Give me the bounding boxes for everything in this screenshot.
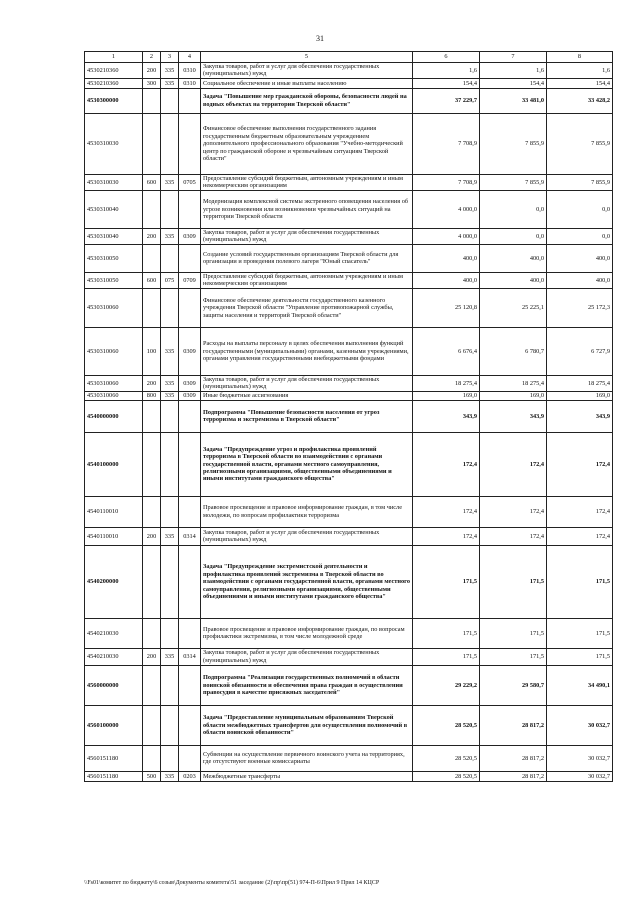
code-cell: 4540110010	[85, 496, 143, 527]
value-year2-cell: 0,0	[480, 228, 547, 244]
description-cell: Иные бюджетные ассигнования	[201, 391, 413, 400]
value-year3-cell: 171,5	[547, 545, 613, 618]
admin-code-cell: 335	[161, 228, 179, 244]
value-year3-cell: 0,0	[547, 190, 613, 228]
expense-type-cell	[143, 400, 161, 432]
footer-path: \\Fs01\комитет по бюджету\6 созыв\Документы комитета\51 заседание (2)\пр\пр(51) 974-П-6\Прил 9 Прил 14 КЦСР	[84, 880, 380, 886]
section-cell: 0309	[179, 375, 201, 391]
value-year2-cell: 0,0	[480, 190, 547, 228]
section-cell	[179, 496, 201, 527]
table-row	[85, 272, 613, 288]
expense-type-cell: 100	[143, 327, 161, 375]
section-cell: 0309	[179, 327, 201, 375]
value-year3-cell: 25 172,3	[547, 288, 613, 327]
value-year3-cell: 0,0	[547, 228, 613, 244]
header-cell-6: 6	[413, 52, 480, 63]
value-year1-cell: 171,5	[413, 545, 480, 618]
description-cell: Финансовое обеспечение выполнения государственного задания государственным бюджетным образовательным учреждением дополнительного профессионального образования "Учебно-методический центр по гражданской обороне и чрезвычайным ситуациям Тверской области"	[201, 113, 413, 174]
description-cell: Закупка товаров, работ и услуг для обеспечения государственных (муниципальных) нужд	[201, 527, 413, 545]
code-cell: 4530210360	[85, 78, 143, 88]
table-row	[85, 88, 613, 113]
value-year3-cell: 154,4	[547, 78, 613, 88]
value-year2-cell: 172,4	[480, 496, 547, 527]
section-cell: 0314	[179, 527, 201, 545]
description-cell: Закупка товаров, работ и услуг для обеспечения государственных (муниципальных) нужд	[201, 375, 413, 391]
admin-code-cell	[161, 618, 179, 648]
value-year1-cell: 4 000,0	[413, 190, 480, 228]
section-cell	[179, 288, 201, 327]
admin-code-cell: 335	[161, 648, 179, 665]
admin-code-cell	[161, 745, 179, 771]
value-year3-cell: 169,0	[547, 391, 613, 400]
admin-code-cell: 335	[161, 391, 179, 400]
value-year2-cell: 28 817,2	[480, 745, 547, 771]
value-year2-cell: 1,6	[480, 63, 547, 79]
value-year2-cell: 400,0	[480, 244, 547, 272]
table-row	[85, 78, 613, 88]
section-cell: 0309	[179, 391, 201, 400]
table-row	[85, 288, 613, 327]
value-year1-cell: 171,5	[413, 618, 480, 648]
value-year2-cell: 172,4	[480, 432, 547, 496]
code-cell: 4540000000	[85, 400, 143, 432]
value-year3-cell: 33 428,2	[547, 88, 613, 113]
table-row	[85, 705, 613, 745]
description-cell: Субвенции на осуществление первичного воинского учета на территориях, где отсутствуют военные комиссариаты	[201, 745, 413, 771]
code-cell: 4530310050	[85, 272, 143, 288]
code-cell: 4530310040	[85, 228, 143, 244]
value-year2-cell: 7 855,9	[480, 113, 547, 174]
expense-type-cell: 200	[143, 228, 161, 244]
value-year1-cell: 25 120,8	[413, 288, 480, 327]
value-year2-cell: 343,9	[480, 400, 547, 432]
budget-table	[84, 51, 613, 782]
expense-type-cell: 200	[143, 648, 161, 665]
value-year2-cell: 171,5	[480, 648, 547, 665]
expense-type-cell: 600	[143, 174, 161, 190]
admin-code-cell: 335	[161, 771, 179, 781]
value-year2-cell: 171,5	[480, 618, 547, 648]
admin-code-cell: 335	[161, 375, 179, 391]
section-cell	[179, 400, 201, 432]
value-year1-cell: 171,5	[413, 648, 480, 665]
value-year2-cell: 25 225,1	[480, 288, 547, 327]
admin-code-cell	[161, 496, 179, 527]
value-year2-cell: 169,0	[480, 391, 547, 400]
admin-code-cell	[161, 665, 179, 705]
code-cell: 4530310050	[85, 244, 143, 272]
value-year2-cell: 400,0	[480, 272, 547, 288]
expense-type-cell: 200	[143, 63, 161, 79]
section-cell	[179, 618, 201, 648]
value-year3-cell: 30 032,7	[547, 705, 613, 745]
admin-code-cell: 335	[161, 63, 179, 79]
value-year3-cell: 400,0	[547, 272, 613, 288]
table-row	[85, 771, 613, 781]
value-year2-cell: 28 817,2	[480, 771, 547, 781]
value-year1-cell: 4 000,0	[413, 228, 480, 244]
table-row	[85, 113, 613, 174]
admin-code-cell	[161, 88, 179, 113]
section-cell	[179, 545, 201, 618]
code-cell: 4530310040	[85, 190, 143, 228]
description-cell: Подпрограмма "Реализация государственных полномочий в области воинской обязанности и обеспечения права граждан в осуществлении правосудия в качестве присяжных заседателей"	[201, 665, 413, 705]
code-cell: 4560000000	[85, 665, 143, 705]
value-year3-cell: 1,6	[547, 63, 613, 79]
table-row	[85, 228, 613, 244]
admin-code-cell	[161, 400, 179, 432]
table-row	[85, 63, 613, 79]
value-year3-cell: 343,9	[547, 400, 613, 432]
description-cell: Расходы на выплаты персоналу в целях обеспечения выполнения функций государственными (муниципальными) органами, казенными учреждениями, органами управления государственными внебюджетными фондами	[201, 327, 413, 375]
code-cell: 4530310030	[85, 174, 143, 190]
table-row	[85, 391, 613, 400]
admin-code-cell	[161, 705, 179, 745]
value-year1-cell: 154,4	[413, 78, 480, 88]
admin-code-cell: 335	[161, 527, 179, 545]
table-row	[85, 648, 613, 665]
description-cell: Задача "Предупреждение угроз и профилактика проявлений терроризма в Тверской области во взаимодействии с органами государственной власти, органами местного самоуправления, религиозными организациями, общественными объединениями и иными институтами гражданского общества"	[201, 432, 413, 496]
admin-code-cell	[161, 113, 179, 174]
value-year3-cell: 30 032,7	[547, 771, 613, 781]
header-cell-8: 8	[547, 52, 613, 63]
code-cell: 4540210030	[85, 648, 143, 665]
section-cell: 0314	[179, 648, 201, 665]
value-year1-cell: 172,4	[413, 527, 480, 545]
value-year1-cell: 400,0	[413, 272, 480, 288]
value-year2-cell: 171,5	[480, 545, 547, 618]
expense-type-cell: 200	[143, 527, 161, 545]
header-cell-5: 5	[201, 52, 413, 63]
value-year1-cell: 7 708,9	[413, 113, 480, 174]
admin-code-cell: 335	[161, 78, 179, 88]
description-cell: Создание условий государственным организациям Тверской области для организации и проведения полевого лагеря "Юный спасатель"	[201, 244, 413, 272]
value-year3-cell: 6 727,9	[547, 327, 613, 375]
table-row	[85, 174, 613, 190]
value-year2-cell: 154,4	[480, 78, 547, 88]
section-cell	[179, 705, 201, 745]
value-year2-cell: 18 275,4	[480, 375, 547, 391]
value-year3-cell: 30 032,7	[547, 745, 613, 771]
value-year1-cell: 18 275,4	[413, 375, 480, 391]
code-cell: 4530210360	[85, 63, 143, 79]
description-cell: Межбюджетные трансферты	[201, 771, 413, 781]
table-row	[85, 496, 613, 527]
expense-type-cell	[143, 432, 161, 496]
table-row	[85, 244, 613, 272]
page-number: 31	[316, 34, 324, 43]
value-year3-cell: 172,4	[547, 432, 613, 496]
table-row	[85, 375, 613, 391]
code-cell: 4540100000	[85, 432, 143, 496]
value-year3-cell: 400,0	[547, 244, 613, 272]
description-cell: Финансовое обеспечение деятельности государственного казенного учреждения Тверской области "Управление противопожарной службы, защиты населения и территорий Тверской области"	[201, 288, 413, 327]
description-cell: Подпрограмма "Повышение безопасности населения от угроз терроризма и экстремизма в Тверской области"	[201, 400, 413, 432]
header-cell-2: 2	[143, 52, 161, 63]
value-year2-cell: 6 780,7	[480, 327, 547, 375]
description-cell: Правовое просвещение и правовое информирование граждан, в том числе молодежи, по вопросам профилактики терроризма	[201, 496, 413, 527]
value-year1-cell: 169,0	[413, 391, 480, 400]
value-year3-cell: 7 855,9	[547, 174, 613, 190]
value-year3-cell: 172,4	[547, 527, 613, 545]
value-year2-cell: 172,4	[480, 527, 547, 545]
table-row	[85, 432, 613, 496]
description-cell: Предоставление субсидий бюджетным, автономным учреждениям и иным некоммерческим организациям	[201, 272, 413, 288]
admin-code-cell	[161, 432, 179, 496]
admin-code-cell	[161, 244, 179, 272]
expense-type-cell: 300	[143, 78, 161, 88]
code-cell: 4540110010	[85, 527, 143, 545]
section-cell: 0709	[179, 272, 201, 288]
section-cell	[179, 88, 201, 113]
admin-code-cell	[161, 288, 179, 327]
description-cell: Закупка товаров, работ и услуг для обеспечения государственных (муниципальных) нужд	[201, 648, 413, 665]
expense-type-cell: 800	[143, 391, 161, 400]
value-year2-cell: 33 481,0	[480, 88, 547, 113]
table-body	[85, 63, 613, 782]
table-header-row	[85, 52, 613, 63]
description-cell: Социальное обеспечение и иные выплаты населению	[201, 78, 413, 88]
header-cell-4: 4	[179, 52, 201, 63]
table-row	[85, 327, 613, 375]
admin-code-cell	[161, 545, 179, 618]
table-row	[85, 545, 613, 618]
section-cell	[179, 745, 201, 771]
header-cell-3: 3	[161, 52, 179, 63]
section-cell: 0203	[179, 771, 201, 781]
code-cell: 4530310030	[85, 113, 143, 174]
value-year3-cell: 171,5	[547, 618, 613, 648]
table-row	[85, 527, 613, 545]
admin-code-cell: 075	[161, 272, 179, 288]
expense-type-cell	[143, 113, 161, 174]
section-cell	[179, 665, 201, 705]
admin-code-cell: 335	[161, 174, 179, 190]
expense-type-cell	[143, 745, 161, 771]
description-cell: Закупка товаров, работ и услуг для обеспечения государственных (муниципальных) нужд	[201, 228, 413, 244]
header-cell-1: 1	[85, 52, 143, 63]
value-year1-cell: 172,4	[413, 432, 480, 496]
table-row	[85, 745, 613, 771]
code-cell: 4530310060	[85, 288, 143, 327]
section-cell: 0310	[179, 78, 201, 88]
value-year1-cell: 28 520,5	[413, 705, 480, 745]
description-cell: Правовое просвещение и правовое информирование граждан, по вопросам профилактики экстремизма, в том числе молодежной среде	[201, 618, 413, 648]
expense-type-cell: 600	[143, 272, 161, 288]
value-year3-cell: 7 855,9	[547, 113, 613, 174]
value-year3-cell: 172,4	[547, 496, 613, 527]
expense-type-cell: 200	[143, 375, 161, 391]
code-cell: 4560151180	[85, 771, 143, 781]
expense-type-cell	[143, 496, 161, 527]
value-year1-cell: 37 229,7	[413, 88, 480, 113]
expense-type-cell	[143, 244, 161, 272]
table-row	[85, 665, 613, 705]
code-cell: 4530300000	[85, 88, 143, 113]
expense-type-cell	[143, 705, 161, 745]
description-cell: Закупка товаров, работ и услуг для обеспечения государственных (муниципальных) нужд	[201, 63, 413, 79]
admin-code-cell: 335	[161, 327, 179, 375]
value-year2-cell: 28 817,2	[480, 705, 547, 745]
section-cell: 0309	[179, 228, 201, 244]
table-row	[85, 400, 613, 432]
expense-type-cell	[143, 665, 161, 705]
section-cell	[179, 113, 201, 174]
header-cell-7: 7	[480, 52, 547, 63]
value-year3-cell: 171,5	[547, 648, 613, 665]
section-cell	[179, 244, 201, 272]
value-year1-cell: 28 520,5	[413, 745, 480, 771]
description-cell: Задача "Предоставление муниципальным образованиям Тверской области межбюджетных трансфертов для осуществления полномочий в области воинской обязанности"	[201, 705, 413, 745]
code-cell: 4540210030	[85, 618, 143, 648]
code-cell: 4530310060	[85, 391, 143, 400]
description-cell: Модернизация комплексной системы экстренного оповещения населения об угрозе возникновения или возникновении чрезвычайных ситуаций на территории Тверской области	[201, 190, 413, 228]
section-cell: 0705	[179, 174, 201, 190]
admin-code-cell	[161, 190, 179, 228]
value-year1-cell: 7 708,9	[413, 174, 480, 190]
code-cell: 4530310060	[85, 327, 143, 375]
value-year1-cell: 28 520,5	[413, 771, 480, 781]
value-year3-cell: 34 490,1	[547, 665, 613, 705]
value-year2-cell: 29 580,7	[480, 665, 547, 705]
description-cell: Предоставление субсидий бюджетным, автономным учреждениям и иным некоммерческим организациям	[201, 174, 413, 190]
code-cell: 4530310060	[85, 375, 143, 391]
section-cell	[179, 190, 201, 228]
value-year3-cell: 18 275,4	[547, 375, 613, 391]
section-cell: 0310	[179, 63, 201, 79]
value-year1-cell: 1,6	[413, 63, 480, 79]
code-cell: 4560151180	[85, 745, 143, 771]
value-year1-cell: 6 676,4	[413, 327, 480, 375]
table-row	[85, 618, 613, 648]
description-cell: Задача "Предупреждение экстремистской деятельности и профилактика проявлений экстремизма в Тверской области во взаимодействии с органами государственной власти, органами местного самоуправления, религиозными организациями, общественными объединениями и иными институтами гражданского общества"	[201, 545, 413, 618]
description-cell: Задача "Повышение мер гражданской обороны, безопасности людей на водных объектах на территории Тверской области"	[201, 88, 413, 113]
section-cell	[179, 432, 201, 496]
table-row	[85, 190, 613, 228]
code-cell: 4540200000	[85, 545, 143, 618]
expense-type-cell: 500	[143, 771, 161, 781]
expense-type-cell	[143, 545, 161, 618]
expense-type-cell	[143, 88, 161, 113]
value-year1-cell: 172,4	[413, 496, 480, 527]
value-year2-cell: 7 855,9	[480, 174, 547, 190]
expense-type-cell	[143, 618, 161, 648]
value-year1-cell: 400,0	[413, 244, 480, 272]
expense-type-cell	[143, 288, 161, 327]
expense-type-cell	[143, 190, 161, 228]
code-cell: 4560100000	[85, 705, 143, 745]
value-year1-cell: 29 229,2	[413, 665, 480, 705]
value-year1-cell: 343,9	[413, 400, 480, 432]
